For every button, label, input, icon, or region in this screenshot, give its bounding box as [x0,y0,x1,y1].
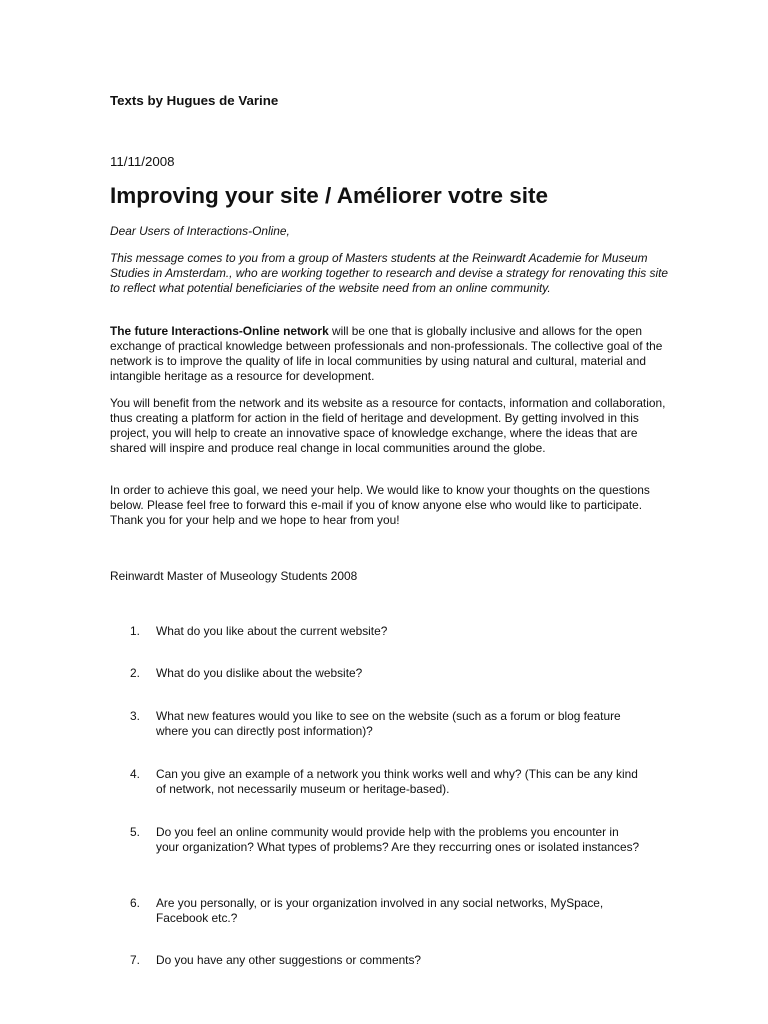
question-number: 6. [130,896,140,910]
question-text: Can you give an example of a network you think works well and why? (This can be any kind of network, not necessarily museum or heritage-based). [156,767,638,796]
question-text: Do you have any other suggestions or comments? [156,953,422,967]
question-text: What do you dislike about the website? [156,666,363,680]
network-paragraph-body: will be one that is globally inclusive and allows for the open exchange of practical knowledge between professionals and non-professionals. The collective goal of the network is to improve the quality of life in local communities by using natural and cultural, material and intangible heritage as a resource for development. [110,324,663,383]
question-number: 4. [130,767,140,781]
question-text: Are you personally, or is your organization involved in any social networks, MySpace, Facebook etc.? [156,896,604,925]
author-line: Texts by Hugues de Varine [110,93,279,108]
benefit-paragraph: You will benefit from the network and its website as a resource for contacts, information and collaboration, thus creating a platform for action in the field of heritage and development. By getting involved in this project, you will help to create an innovative space of knowledge exchange, where the ideas that are shared will inspire and produce real change in local communities around the globe. [110,396,666,455]
intro-paragraph: This message comes to you from a group of Masters students at the Reinwardt Academie for Museum Studies in Amsterdam., who are working together to research and devise a strategy for renovating this site to reflect what potential beneficiaries of the website need from an online community. [110,251,669,295]
question-text: What new features would you like to see on the website (such as a forum or blog feature where you can directly post information)? [156,709,621,738]
page-title: Improving your site / Améliorer votre site [110,183,549,208]
question-item [130,709,640,739]
question-number: 2. [130,666,140,680]
help-paragraph: In order to achieve this goal, we need your help. We would like to know your thoughts on the questions below. Please feel free to forward this e-mail if you of know anyone else who would like to participate. Thank you for your help and we hope to hear from you! [110,483,650,527]
question-number: 1. [130,624,140,638]
question-number: 3. [130,709,140,723]
document-date: 11/11/2008 [110,154,175,169]
question-text: What do you like about the current website? [156,624,388,638]
question-text: Do you feel an online community would provide help with the problems you encounter in your organization? What types of problems? Are they reccurring ones or isolated instances? [156,825,640,854]
question-item [130,767,640,797]
salutation: Dear Users of Interactions-Online, [110,224,290,238]
question-item [130,953,640,968]
network-paragraph-lead: The future Interactions-Online network [110,324,329,338]
question-number: 5. [130,825,140,839]
signoff: Reinwardt Master of Museology Students 2008 [110,569,358,583]
question-item [130,666,640,681]
question-item [130,825,640,855]
question-item [130,624,640,639]
question-number: 7. [130,953,140,967]
question-item [130,896,640,926]
network-paragraph [110,324,670,384]
